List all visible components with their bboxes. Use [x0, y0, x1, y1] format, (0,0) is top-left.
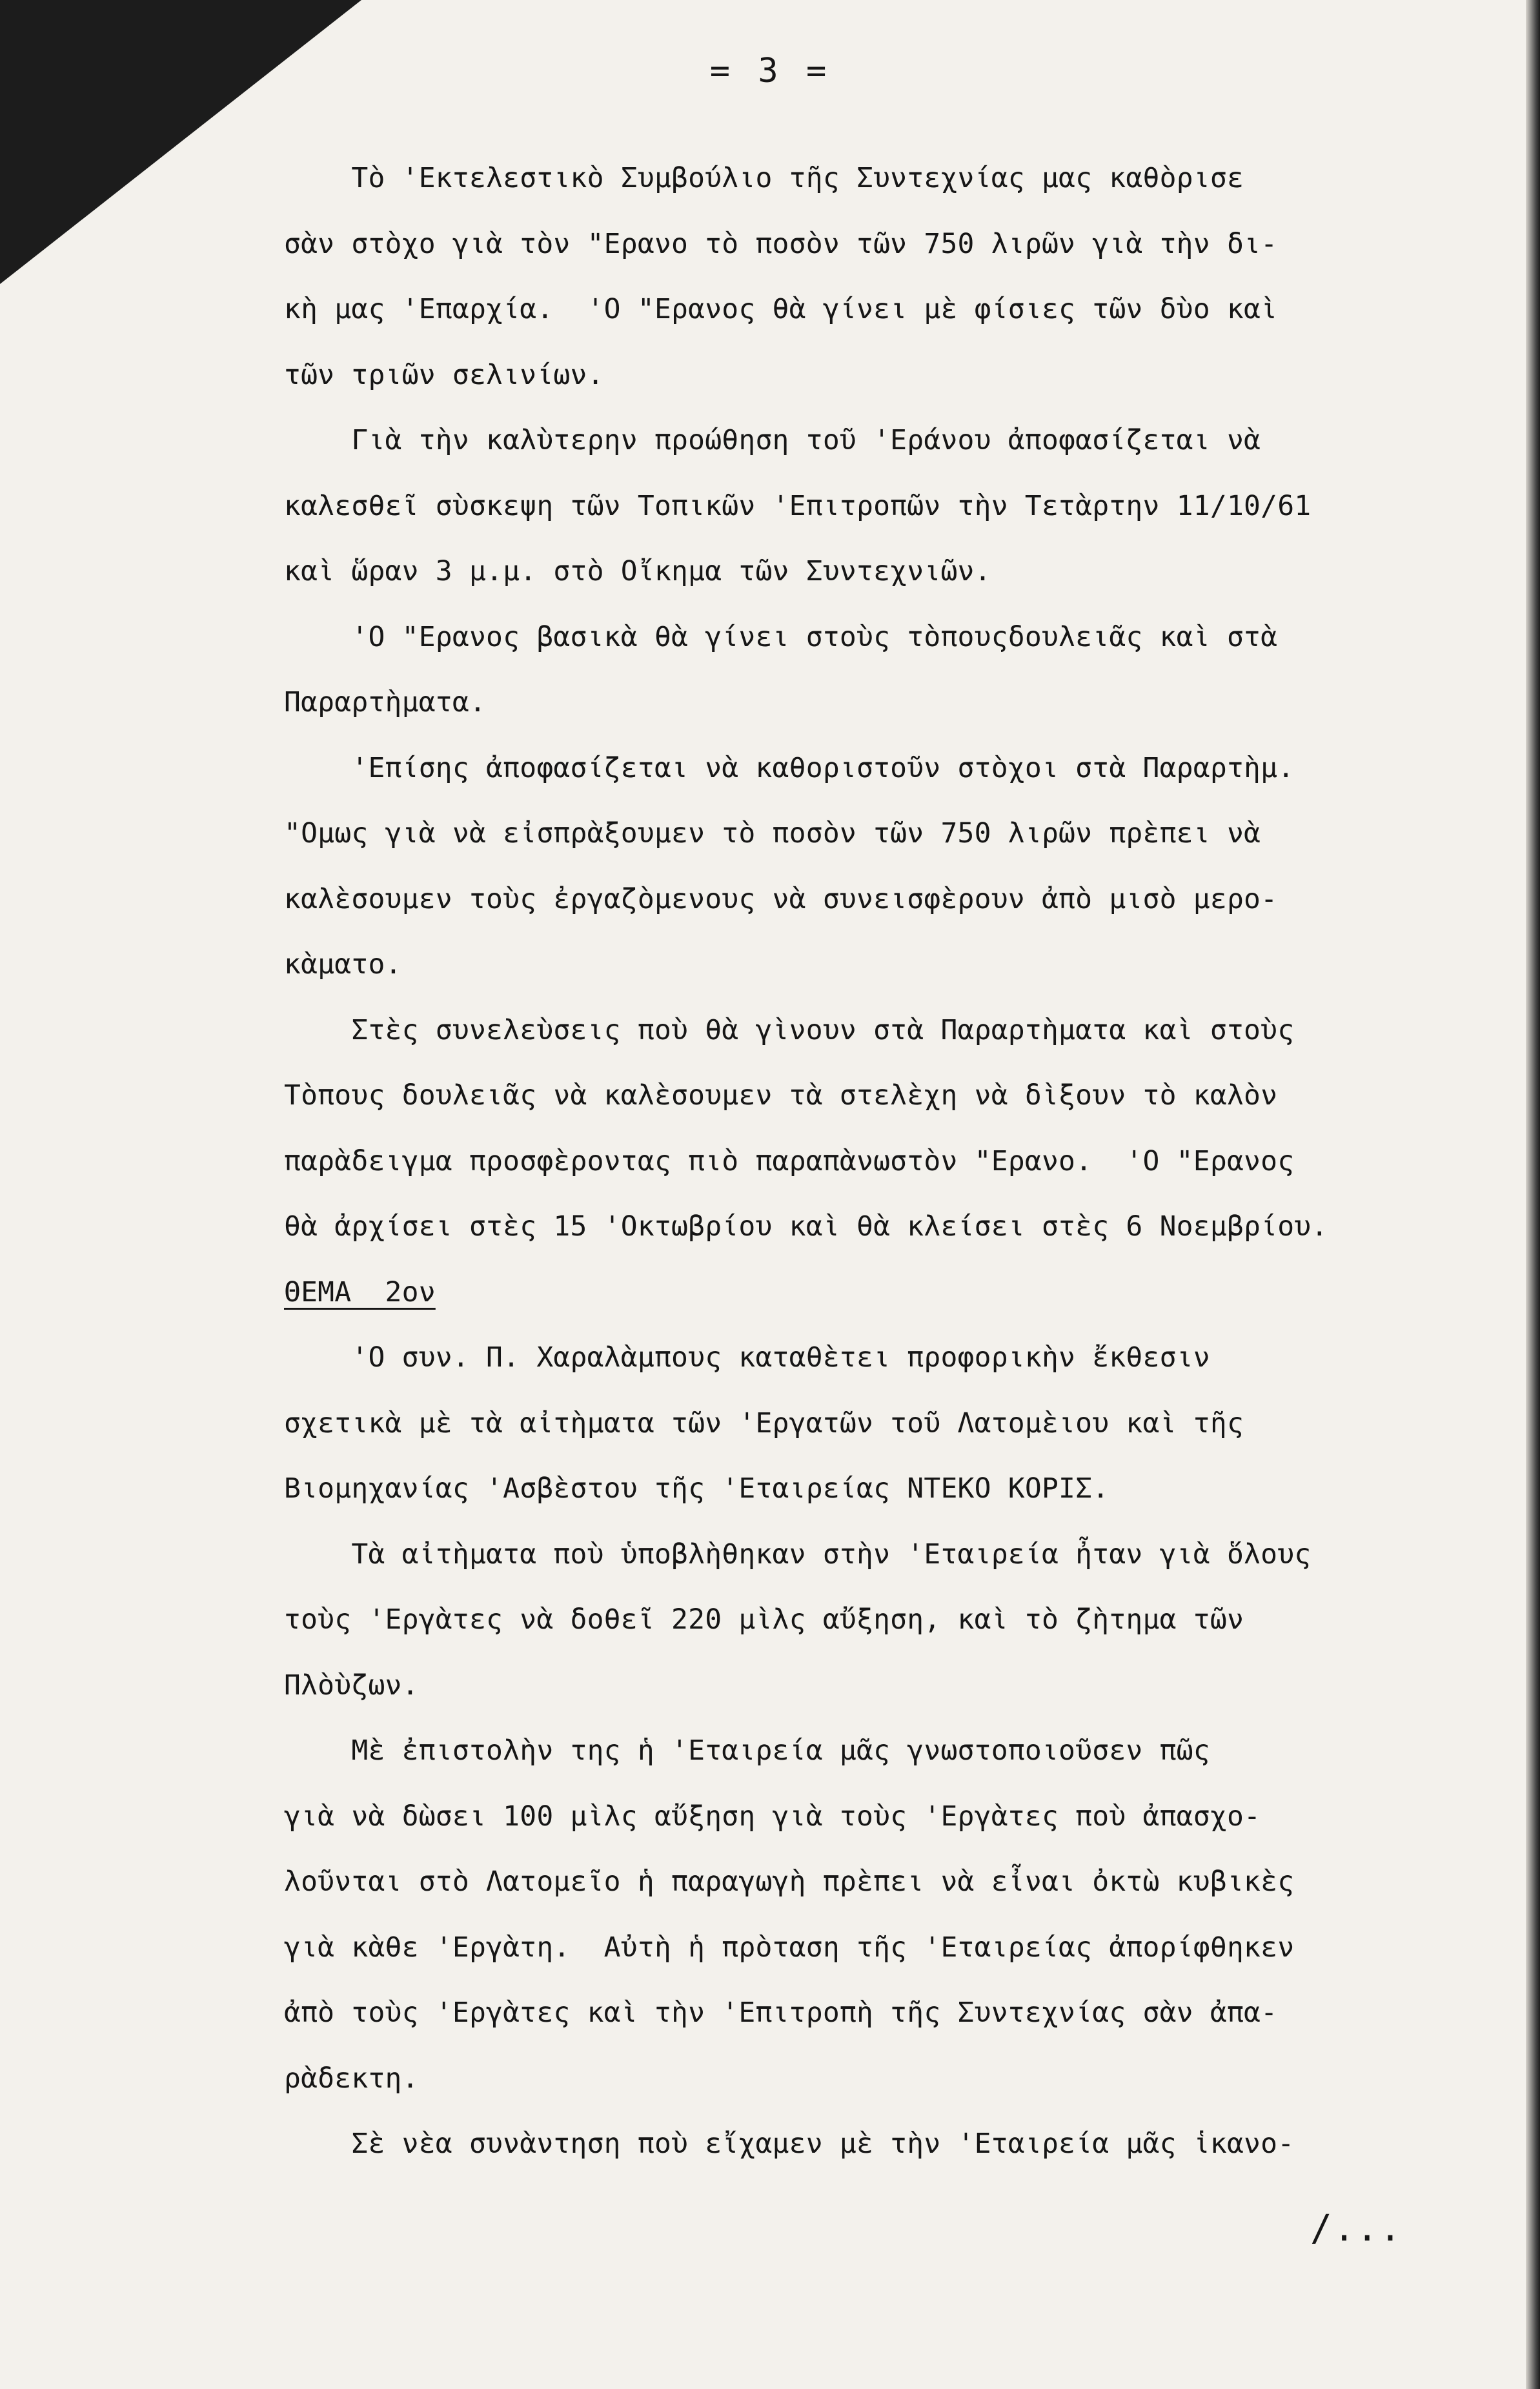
text-line: τοὺς 'Εργὰτες νὰ δοθεῖ 220 μὶλς αὔξηση, καὶ τὸ ζὴτημα τῶν [284, 1603, 1244, 1636]
text-line: Πλὸὺζων. [284, 1669, 419, 1702]
text-line: Μὲ ἐπιστολὴν της ἡ 'Εταιρεία μᾶς γνωστοποιοῦσεν πῶς [284, 1734, 1210, 1767]
text-line: σχετικὰ μὲ τὰ αἰτὴματα τῶν 'Εργατῶν τοῦ Λατομὲιου καὶ τῆς [284, 1407, 1244, 1439]
text-line: 'Επίσης ἀποφασίζεται νὰ καθοριστοῦν στὸχοι στὰ Παραρτὴμ. [284, 751, 1295, 784]
text-line: λοῦνται στὸ Λατομεῖο ἡ παραγωγὴ πρὲπει νὰ εἶναι ὀκτὼ κυβικὲς [284, 1865, 1295, 1898]
text-line: ἀπὸ τοὺς 'Εργὰτες καὶ τὴν 'Επιτροπὴ τῆς Συντεχνίας σὰν ἀπα- [284, 1997, 1278, 2029]
text-line: Τὸ 'Εκτελεστικὸ Συμβούλιο τῆς Συντεχνίας μας καθὸρισε [284, 162, 1244, 194]
continuation-mark: /... [1310, 2208, 1403, 2250]
text-line: σὰν στὸχο γιὰ τὸν "Ερανο τὸ ποσὸν τῶν 750 λιρῶν γιὰ τὴν δι- [284, 227, 1278, 260]
text-line: ρὰδεκτη. [284, 2062, 419, 2095]
text-line: τῶν τριῶν σελινίων. [284, 358, 604, 391]
section-heading-text: ΘΕΜΑ 2ον [284, 1276, 436, 1308]
text-line: Γιὰ τὴν καλὺτερην προώθηση τοῦ 'Εράνου ἀποφασίζεται νὰ [284, 424, 1261, 456]
text-line: 'Ο "Ερανος βασικὰ θὰ γίνει στοὺς τὸπουςδουλειᾶς καὶ στὰ [284, 620, 1278, 653]
text-line: καὶ ὥραν 3 μ.μ. στὸ Οἴκημα τῶν Συντεχνιῶν. [284, 555, 991, 587]
text-line: καλὲσουμεν τοὺς ἐργαζὸμενους νὰ συνεισφὲρουν ἀπὸ μισὸ μερο- [284, 882, 1278, 915]
text-line: Βιομηχανίας 'Ασβὲστου τῆς 'Εταιρείας ΝΤΕΚΟ ΚΟΡΙΣ. [284, 1472, 1109, 1505]
text-line: παρὰδειγμα προσφὲροντας πιὸ παραπὰνωστὸν "Ερανο. 'Ο "Ερανος [284, 1144, 1295, 1177]
text-line: "Ομως γιὰ νὰ εἰσπρὰξουμεν τὸ ποσὸν τῶν 750 λιρῶν πρὲπει νὰ [284, 817, 1261, 849]
text-line: Στὲς συνελεὺσεις ποὺ θὰ γὶνουν στὰ Παραρτὴματα καὶ στοὺς [284, 1013, 1295, 1046]
text-line: γιὰ νὰ δὼσει 100 μὶλς αὔξηση γιὰ τοὺς 'Εργὰτες ποὺ ἀπασχο- [284, 1800, 1261, 1833]
text-line: Παραρτὴματα. [284, 686, 487, 718]
document-body [284, 146, 1465, 2177]
text-line: 'Ο συν. Π. Χαραλὰμπους καταθὲτει προφορικὴν ἔκθεσιν [284, 1341, 1210, 1374]
text-line: γιὰ κὰθε 'Εργὰτη. Αὐτὴ ἡ πρὸταση τῆς 'Εταιρείας ἀπορίφθηκεν [284, 1931, 1295, 1964]
section-heading [284, 1260, 1465, 1326]
text-line: θὰ ἀρχίσει στὲς 15 'Οκτωβρίου καὶ θὰ κλείσει στὲς 6 Νοεμβρίου. [284, 1210, 1328, 1243]
text-line: Τὰ αἰτὴματα ποὺ ὑποβλὴθηκαν στὴν 'Εταιρεία ἦταν γιὰ ὅλους [284, 1538, 1312, 1571]
text-line: κὰματο. [284, 948, 402, 981]
text-line: καλεσθεῖ σὺσκεψη τῶν Τοπικῶν 'Επιτροπῶν τὴν Τετὰρτην 11/10/61 [284, 489, 1312, 522]
page-number: = 3 = [709, 52, 831, 90]
text-line: Τὸπους δουλειᾶς νὰ καλὲσουμεν τὰ στελὲχη νὰ δὶξουν τὸ καλὸν [284, 1079, 1278, 1112]
text-line: κὴ μας 'Επαρχία. 'Ο "Ερανος θὰ γίνει μὲ φίσιες τῶν δὺο καὶ [284, 293, 1278, 325]
scan-shadow-edge [1526, 0, 1540, 2389]
text-line: Σὲ νὲα συνὰντηση ποὺ εἴχαμεν μὲ τὴν 'Εταιρεία μᾶς ἱκανο- [284, 2128, 1295, 2160]
